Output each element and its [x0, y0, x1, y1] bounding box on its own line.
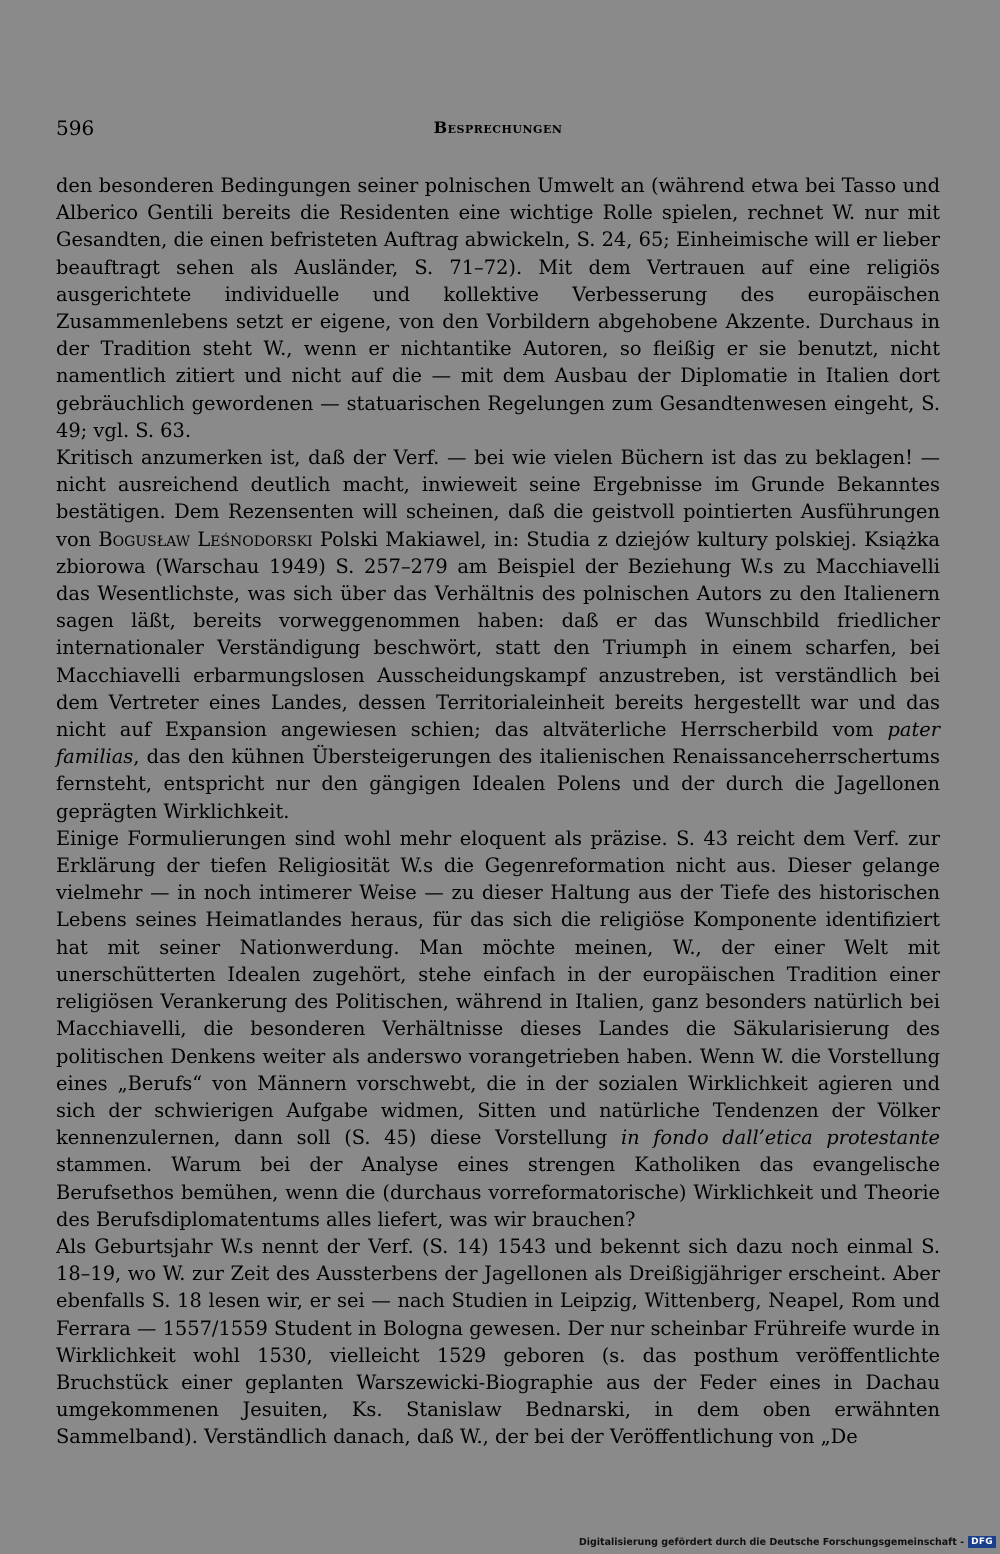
paragraph-text: Polski Makiawel, in: Studia z dziejów kultury polskiej. Książka zbiorowa (Warschau 1949) S. 257–279 am Beispiel der Beziehung W.s zu Macchiavelli das Wesentlichste, was sich über das Verhältnis des polnischen Autors zu den Italienern sagen läßt, bereits vorweggenommen haben: daß er das Wunschbild friedlicher internationaler Verständigung beschwört, statt den Triumph in einem scharfen, bei Macchiavelli erbarmungslosen Ausscheidungskampf anzustreben, ist verständlich bei dem Vertreter eines Landes, dessen Territorialeinheit bereits hergestellt war und das nicht auf Expansion angewiesen schien; das altväterliche Herrscherbild vom [56, 527, 940, 742]
paragraph [56, 825, 940, 1233]
paragraph-text: , das den kühnen Übersteigerungen des italienischen Renaissanceherrschertums fernsteht, entspricht nur den gängigen Idealen Polens und der durch die Jagellonen geprägten Wirklichkeit. [56, 745, 940, 823]
page-header [56, 116, 940, 146]
running-head: Besprechungen [433, 118, 563, 137]
author-name: Bogusław Leśnodorski [98, 527, 313, 551]
paragraph-text: den besonderen Bedingungen seiner polnischen Umwelt an (während etwa bei Tasso und Alberico Gentili bereits die Residenten eine wichtige Rolle spielen, rechnet W. nur mit Gesandten, die einen befristeten Auftrag abwickeln, S. 24, 65; Einheimische will er lieber beauftragt sehen als Ausländer, S. 71–72). Mit dem Vertrauen auf eine religiös ausgerichtete individuelle und kollektive Verbesserung des europäischen Zusammenlebens setzt er eigene, von den Vorbildern abgehobene Akzente. Durchaus in der Tradition steht W., wenn er nichtantike Autoren, so fleißig er sie benutzt, nicht namentlich zitiert und nicht auf die — mit dem Ausbau der Diplomatie in Italien dort gebräuchlich gewordenen — statuarischen Regelungen zum Gesandtenwesen eingeht, S. 49; vgl. S. 63. [56, 174, 940, 442]
paragraph-text: Kritisch anzumerken ist, daß der Verf. — bei wie vielen Büchern ist das zu beklagen! — nicht ausreichend deutlich macht, inwieweit seine Ergebnisse im Grunde Bekanntes bestätigen. Dem Rezensenten will scheinen, daß die geistvoll pointierten Ausführungen von [56, 446, 940, 551]
body-text [56, 172, 940, 1451]
page-number: 596 [56, 116, 95, 140]
paragraph [56, 444, 940, 825]
dfg-logo-icon: DFG [968, 1536, 996, 1548]
paragraph-text: Als Geburtsjahr W.s nennt der Verf. (S. 14) 1543 und bekennt sich dazu noch einmal S. 18–19, wo W. zur Zeit des Aussterbens der Jagellonen als Dreißigjähriger erscheint. Aber ebenfalls S. 18 lesen wir, er sei — nach Studien in Leipzig, Wittenberg, Neapel, Rom und Ferrara — 1557/1559 Student in Bologna gewesen. Der nur scheinbar Frühreife wurde in Wirklichkeit wohl 1530, vielleicht 1529 geboren (s. das posthum veröffentlichte Bruchstück einer geplanten Warszewicki-Biographie aus der Feder eines in Dachau umgekommenen Jesuiten, Ks. Stanislaw Bednarski, in dem oben erwähnten Sammelband). Verständlich danach, daß W., der bei der Veröffentlichung von „De [56, 1234, 940, 1449]
paragraph-text: stammen. Warum bei der Analyse eines strengen Katholiken das evangelische Berufsethos bemühen, wenn die (durchaus vorreformatorische) Wirklichkeit und Theorie des Berufsdiplomatentums alles liefert, was wir brauchen? [56, 1153, 940, 1231]
paragraph [56, 172, 940, 444]
paragraph [56, 1233, 940, 1451]
digitization-credit [579, 1536, 996, 1548]
credit-text: Digitalisierung gefördert durch die Deutsche Forschungsgemeinschaft - [578, 1536, 965, 1548]
latin-term: pater familias [56, 718, 940, 769]
paragraph-text: Einige Formulierungen sind wohl mehr eloquent als präzise. S. 43 reicht dem Verf. zur Erklärung der tiefen Religiosität W.s die Gegenreformation nicht aus. Dieser gelange vielmehr — in noch intimerer Weise — zu dieser Haltung aus der Tiefe des historischen Lebens seines Heimatlandes heraus, für das sich die religiöse Komponente identifiziert hat mit seiner Nationwerdung. Man möchte meinen, W., der einer Welt mit unerschütterten Idealen zugehört, stehe einfach in der europäischen Tradition einer religiösen Verankerung des Politischen, während in Italien, ganz besonders natürlich bei Macchiavelli, die besonderen Verhältnisse dieses Landes die Säkularisierung des politischen Denkens weiter als anderswo vorangetrieben haben. Wenn W. die Vorstellung eines „Berufs“ von Männern vorschwebt, die in der sozialen Wirklichkeit agieren und sich der schwierigen Aufgabe widmen, Sitten und natürliche Tendenzen der Völker kennenzulernen, dann soll (S. 45) diese Vorstellung [56, 826, 940, 1150]
italian-quote: in fondo dall’etica protestante [620, 1126, 940, 1150]
